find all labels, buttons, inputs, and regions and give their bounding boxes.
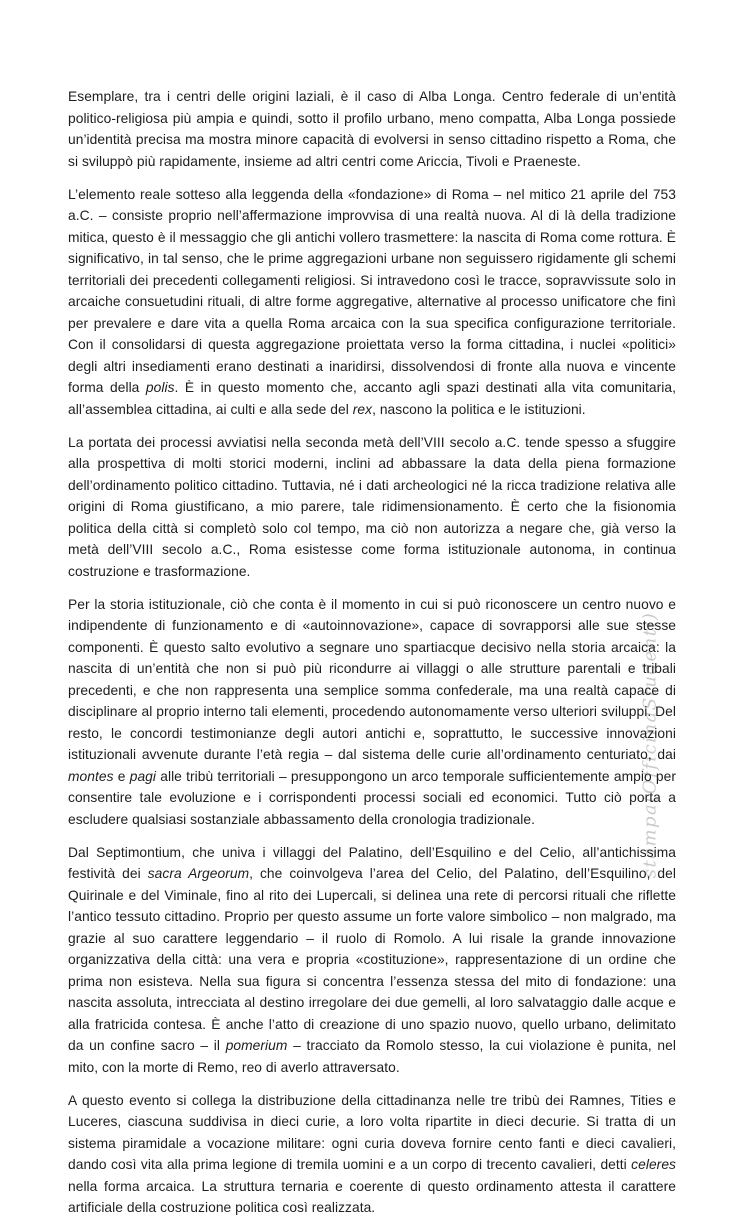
latin-term: montes [68,768,114,784]
text-run: alle tribù territoriali – presuppongono un arco temporale sufficientemente ampio per consentire tale evoluzione e i corrispondenti processi sociali ed economici. Tutto ciò porta a escludere qualsiasi sostanziale abbassamento della cronologia tradizionale. [68,768,676,827]
latin-term: celeres [631,1157,676,1172]
text-run: Per la storia istituzionale, ciò che conta è il momento in cui si può riconoscere un centro nuovo e indipendente di funzionamento e di «autoinnovazione», capace di sovrapporsi alle sue stesse componenti. È questo salto evolutivo a segnare uno spartiacque decisivo nella storia arcaica: la nascita di un’entità che non si può più ricondurre ai villaggi o alle strutture parentali e tribali precedenti, e che non rappresenta una semplice somma confederale, ma una realtà capace di disciplinare al proprio interno tali elementi, procedendo autonomamente verso ulteriori sviluppi. Del resto, le concordi testimonianze degli autori antichi e, soprattutto, le successive innovazioni istituzionali avvenute durante l’età regia – dal sistema delle curie all’ordinamento centuriato, dai [68,596,676,762]
latin-term: sacra Argeorum [147,866,250,881]
paragraph [68,432,676,583]
latin-term: pagi [129,768,157,784]
text-run: La portata dei processi avviatisi nella seconda metà dell’VIII secolo a.C. tende spesso a sfuggire alla prospettiva di molti storici moderni, inclini ad abbassare la data della piena formazione dell’ordinamento politico cittadino. Tuttavia, né i dati archeologici né la ricca tradizione relativa alle origini di Roma giustificano, a mio parere, tale ridimensionamento. È certo che la fisionomia politica della città si completò solo col tempo, ma ciò non autorizza a negare che, già verso la metà dell’VIII secolo a.C., Roma esistesse come forma istituzionale autonoma, in continua costruzione e trasformazione. [68,434,676,579]
text-run: , che coinvolgeva l’area del Celio, del Palatino, dell’Esquilino, del Quirinale e del Viminale, fino al rito dei Lupercali, si delinea una rete di percorsi rituali che riflette l’antico tessuto cittadino. Proprio per questo assume un forte valore simbolico – non malgrado, ma grazie al suo carattere leggendario – il ruolo di Romolo. A lui risale la grande innovazione organizzativa della città: una vera e propria «costituzione», rappresentazione di un ordine che prima non esisteva. Nella sua figura si concentra l’essenza stessa del mito di fondazione: una nascita assoluta, intrecciata al destino irregolare dei due gemelli, al loro salvataggio dalle acque e alla fratricida contesa. È anche l’atto di creazione di uno spazio nuovo, quello urbano, delimitato da un confine sacro – il [68,866,676,1053]
text-run: A questo evento si collega la distribuzione della cittadinanza nelle tre tribù dei Ramnes, Tities e Luceres, ciascuna suddivisa in dieci curie, a loro volta ripartite in dieci decurie. Si tratta di un sistema piramidale a vocazione militare: ogni curia doveva fornire cento fanti e dieci cavalieri, dando così vita alla prima legione di tremila uomini e a un corpo di trecento cavalieri, detti [68,1092,676,1172]
text-run: Dal Septimontium, che univa i villaggi del Palatino, dell’Esquilino e del Celio, all’antichissima festività dei [68,844,676,881]
text-run: nella forma arcaica. La struttura ternaria e coerente di questo ordinamento attesta il carattere artificiale della costruzione politica così realizzata. [68,1178,676,1215]
paragraph [68,184,676,421]
watermark: stampa(OfficinaStudenti) [639,611,661,879]
latin-term: rex [352,401,373,417]
text-run: e [113,768,130,784]
paragraph [68,1090,676,1219]
paragraph [68,594,676,831]
paragraph [68,86,676,172]
text-run: – tracciato da Romolo stesso, la cui violazione è punita, nel mito, con la morte di Remo, reo di averlo attraversato. [68,1038,676,1075]
latin-term: polis [145,380,175,395]
text-run: . È in questo momento che, accanto agli spazi destinati alla vita comunitaria, all’assemblea cittadina, ai culti e alla sede del [68,380,676,417]
paragraph [68,842,676,1079]
latin-term: pomerium [225,1038,288,1053]
text-run: L’elemento reale sotteso alla leggenda della «fondazione» di Roma – nel mitico 21 aprile del 753 a.C. – consiste proprio nell’affermazione improvvisa di una realtà nuova. Al di là della tradizione mitica, questo è il messaggio che gli antichi vollero trasmettere: la nascita di Roma come rottura. È significativo, in tal senso, che le prime aggregazioni urbane non seguissero rigidamente gli schemi territoriali dei precedenti collegamenti religiosi. Si intravedono così le tracce, sopravvissute solo in arcaiche consuetudini rituali, di altre forme aggregative, alternative al processo unificatore che finì per prevalere e dare vita a quella Roma arcaica con la sua specifica configurazione territoriale. Con il consolidarsi di questa aggregazione proiettata verso la forma cittadina, i nuclei «politici» degli altri insediamenti erano destinati a inaridirsi, dissolvendosi di fronte alla nuova e vincente forma della [68,186,676,395]
text-run: , nascono la politica e le istituzioni. [372,401,586,417]
text-run: Esemplare, tra i centri delle origini laziali, è il caso di Alba Longa. Centro federale di un’entità politico-religiosa più ampia e quindi, sotto il profilo urbano, meno compatta, Alba Longa possiede un’identità precisa ma mostra minore capacità di evolversi in senso cittadino rispetto a Roma, che si sviluppò più rapidamente, insieme ad altri centri come Ariccia, Tivoli e Praeneste. [68,89,676,169]
document-body [68,86,676,1230]
